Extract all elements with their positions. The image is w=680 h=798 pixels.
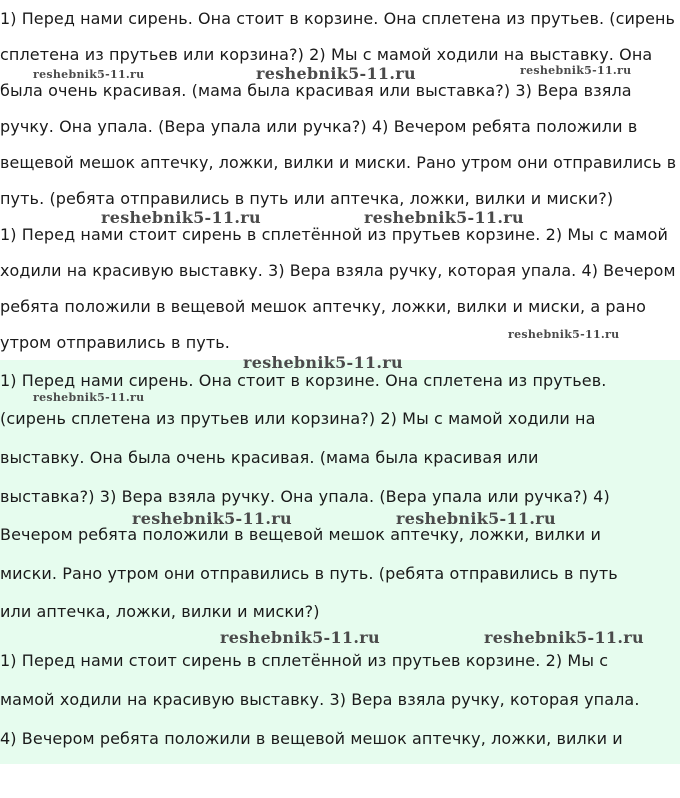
text-line: была очень красивая. (мама была красивая или выставка?) 3) Вера взяла bbox=[0, 81, 632, 100]
watermark: reshebnik5-11.ru bbox=[33, 391, 145, 404]
watermark: reshebnik5-11.ru bbox=[364, 208, 524, 227]
text-line: (сирень сплетена из прутьев или корзина?) 2) Мы с мамой ходили на bbox=[0, 409, 596, 428]
text-line: сплетена из прутьев или корзина?) 2) Мы с мамой ходили на выставку. Она bbox=[0, 45, 653, 64]
text-line: миски. Рано утром они отправились в путь. (ребята отправились в путь bbox=[0, 564, 618, 583]
text-line: утром отправились в путь. bbox=[0, 333, 230, 352]
text-line: путь. (ребята отправились в путь или аптечка, ложки, вилки и миски?) bbox=[0, 189, 614, 208]
watermark: reshebnik5-11.ru bbox=[396, 509, 556, 528]
watermark: reshebnik5-11.ru bbox=[243, 353, 403, 372]
text-line: или аптечка, ложки, вилки и миски?) bbox=[0, 602, 320, 621]
text-line: 1) Перед нами стоит сирень в сплетённой из прутьев корзине. 2) Мы с bbox=[0, 651, 609, 670]
text-line: Вечером ребята положили в вещевой мешок аптечку, ложки, вилки и bbox=[0, 525, 601, 544]
text-line: ходили на красивую выставку. 3) Вера взяла ручку, которая упала. 4) Вечером bbox=[0, 261, 676, 280]
text-line: выставка?) 3) Вера взяла ручку. Она упала. (Вера упала или ручка?) 4) bbox=[0, 487, 610, 506]
watermark: reshebnik5-11.ru bbox=[484, 628, 644, 647]
watermark: reshebnik5-11.ru bbox=[33, 68, 145, 81]
text-line: ручку. Она упала. (Вера упала или ручка?) 4) Вечером ребята положили в bbox=[0, 117, 638, 136]
watermark: reshebnik5-11.ru bbox=[220, 628, 380, 647]
text-line: 1) Перед нами сирень. Она стоит в корзине. Она сплетена из прутьев. bbox=[0, 371, 607, 390]
watermark: reshebnik5-11.ru bbox=[101, 208, 261, 227]
text-line: вещевой мешок аптечку, ложки, вилки и миски. Рано утром они отправились в bbox=[0, 153, 677, 172]
watermark: reshebnik5-11.ru bbox=[508, 328, 620, 341]
text-line: 1) Перед нами стоит сирень в сплетённой из прутьев корзине. 2) Мы с мамой bbox=[0, 225, 668, 244]
text-line: мамой ходили на красивую выставку. 3) Вера взяла ручку, которая упала. bbox=[0, 690, 640, 709]
watermark: reshebnik5-11.ru bbox=[256, 64, 416, 83]
watermark: reshebnik5-11.ru bbox=[132, 509, 292, 528]
text-line: выставку. Она была очень красивая. (мама была красивая или bbox=[0, 448, 539, 467]
text-line: ребята положили в вещевой мешок аптечку, ложки, вилки и миски, а рано bbox=[0, 297, 647, 316]
text-line: 1) Перед нами сирень. Она стоит в корзине. Она сплетена из прутьев. (сирень bbox=[0, 9, 676, 28]
watermark: reshebnik5-11.ru bbox=[520, 64, 632, 77]
text-line: 4) Вечером ребята положили в вещевой мешок аптечку, ложки, вилки и bbox=[0, 729, 623, 748]
